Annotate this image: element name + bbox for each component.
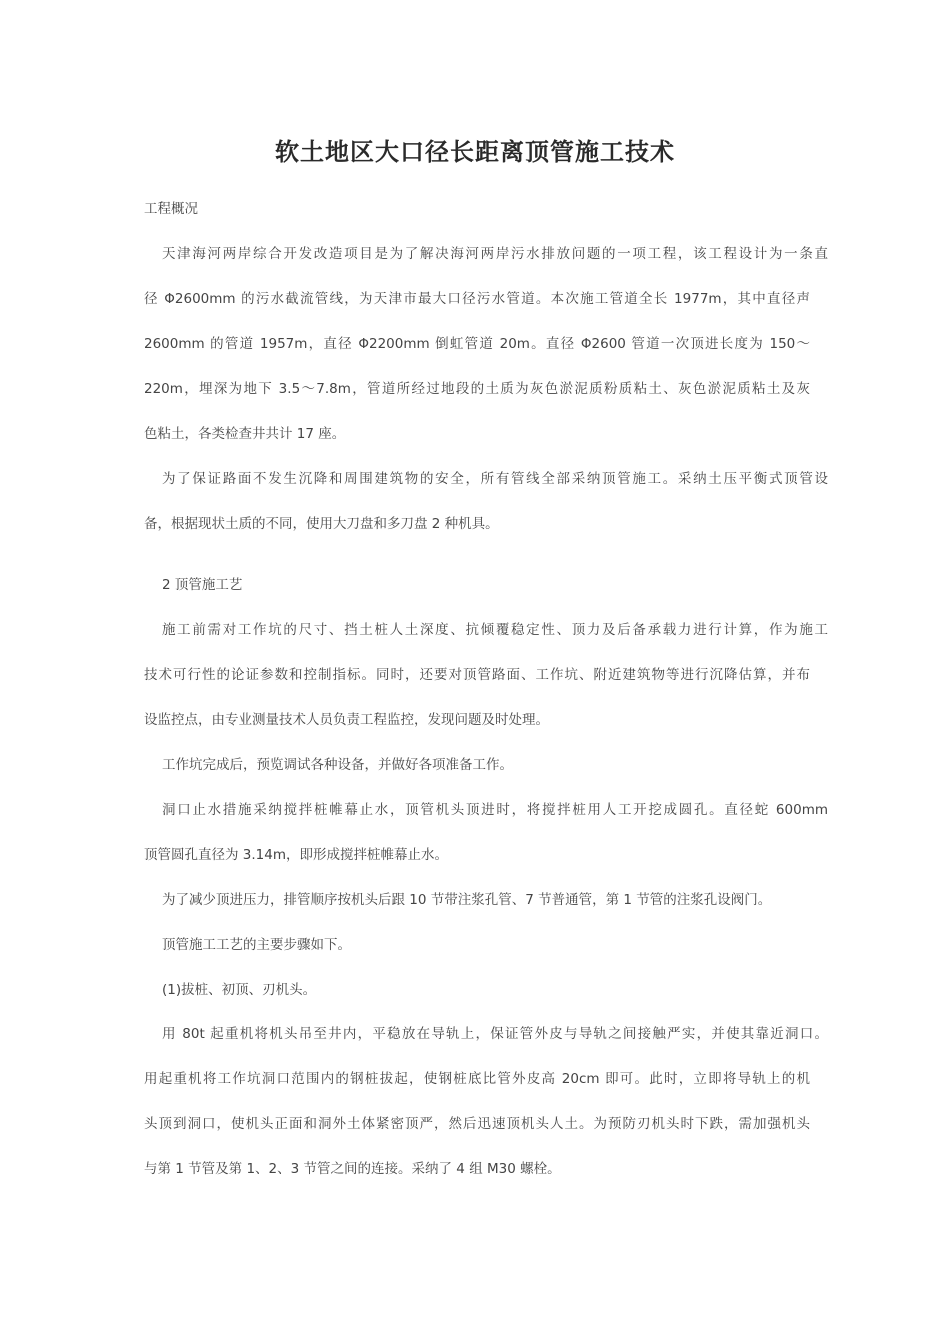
paragraph-line: 与第 1 节管及第 1、2、3 节管之间的连接。采纳了 4 组 M30 螺栓。 [144,1161,561,1177]
document-title: 软土地区大口径长距离顶管施工技术 [275,137,675,166]
paragraph-line: 色粘土，各类检查井共计 17 座。 [144,426,346,442]
paragraph-line: 用起重机将工作坑洞口范围内的钢桩拔起，使钢桩底比管外皮高 20cm 即可。此时，立即将导轨上的机 [144,1071,810,1087]
step-heading: (1)拔桩、初顶、刃机头。 [162,982,317,998]
paragraph-line: 径 Φ2600mm 的污水截流管线，为天津市最大口径污水管道。本次施工管道全长 1977m，其中直径声 [144,291,810,307]
paragraph-line: 为了减少顶进压力，排管顺序按机头后跟 10 节带注浆孔管、7 节普通管，第 1 节管的注浆孔设阀门。 [162,892,772,908]
paragraph-line: 洞口止水措施采纳搅拌桩帷幕止水，顶管机头顶进时，将搅拌桩用人工开挖成圆孔。直径蛇 600mm [162,802,828,818]
paragraph-line: 为了保证路面不发生沉降和周围建筑物的安全，所有管线全部采纳顶管施工。采纳土压平衡式顶管设 [162,471,828,487]
section-heading-2: 2 顶管施工艺 [162,577,243,593]
paragraph-line: 顶管施工工艺的主要步骤如下。 [162,937,351,953]
section-heading-overview: 工程概况 [144,201,198,217]
paragraph-line: 工作坑完成后，预览调试各种设备，并做好各项准备工作。 [162,757,513,773]
paragraph-line: 技术可行性的论证参数和控制指标。同时，还要对顶管路面、工作坑、附近建筑物等进行沉降估算，并布 [144,667,810,683]
paragraph-line: 施工前需对工作坑的尺寸、挡土桩人土深度、抗倾覆稳定性、顶力及后备承载力进行计算，作为施工 [162,622,828,638]
paragraph-line: 头顶到洞口，使机头正面和洞外土体紧密顶严，然后迅速顶机头人土。为预防刃机头时下跌，需加强机头 [144,1116,810,1132]
paragraph-line: 220m，埋深为地下 3.5～7.8m，管道所经过地段的土质为灰色淤泥质粉质粘土、灰色淤泥质粘土及灰 [144,381,810,397]
paragraph-line: 备，根据现状土质的不同，使用大刀盘和多刀盘 2 种机具。 [144,516,499,532]
paragraph-line: 设监控点，由专业测量技术人员负责工程监控，发现问题及时处理。 [144,712,549,728]
paragraph-line: 天津海河两岸综合开发改造项目是为了解决海河两岸污水排放问题的一项工程，该工程设计为一条直 [162,246,828,262]
paragraph-line: 顶管圆孔直径为 3.14m，即形成搅拌桩帷幕止水。 [144,847,448,863]
paragraph-line: 用 80t 起重机将机头吊至井内，平稳放在导轨上，保证管外皮与导轨之间接触严实，并使其靠近洞口。 [162,1026,828,1042]
paragraph-line: 2600mm 的管道 1957m，直径 Φ2200mm 倒虹管道 20m。直径 Φ2600 管道一次顶进长度为 150～ [144,336,810,352]
